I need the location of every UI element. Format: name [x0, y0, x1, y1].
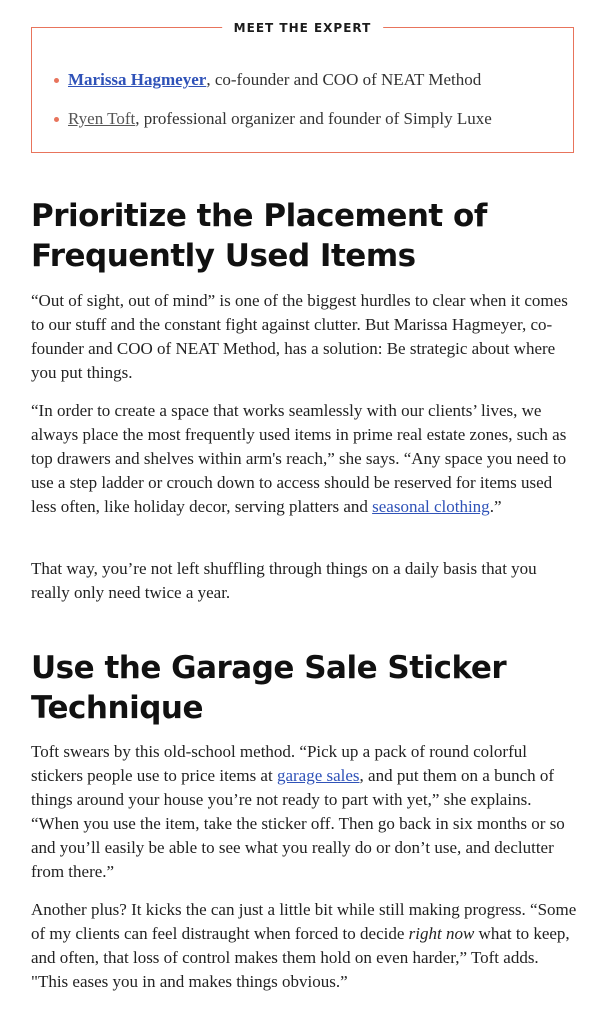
paragraph: That way, you’re not left shuffling through things on a daily basis that you really only need twice a year. — [31, 559, 537, 602]
expert-link-marissa-hagmeyer[interactable]: Marissa Hagmeyer — [68, 70, 207, 89]
paragraph-text: , and put them on a bunch of things around your house you’re not ready to part with yet,” she explains. “When you use the item, take the sticker off. Then go back in six months or so and you’ll easily be able to see what you really do or don’t use, and declutter from there.” — [31, 766, 565, 881]
paragraph: “Out of sight, out of mind” is one of the biggest hurdles to clear when it comes to our stuff and the constant fight against clutter. But Marissa Hagmeyer, co-founder and COO of NEAT Method, has a solution: Be strategic about where you put things. — [31, 291, 568, 382]
section-heading-prioritize — [31, 196, 591, 276]
paragraph — [31, 898, 579, 994]
heading-line: Use the Garage Sale Sticker — [31, 650, 507, 686]
meet-the-expert-box — [31, 21, 574, 153]
paragraph-text: Toft swears by this old-school method. “Pick up a pack of round colorful stickers people use to price items at — [31, 742, 527, 785]
paragraph — [31, 399, 579, 519]
link-seasonal-clothing[interactable]: seasonal clothing — [372, 497, 490, 516]
paragraph — [31, 740, 579, 884]
heading-line: Prioritize the Placement of — [31, 198, 487, 234]
expert-item — [68, 69, 492, 91]
heading-line: Frequently Used Items — [31, 238, 416, 274]
paragraph-text: “In order to create a space that works seamlessly with our clients’ lives, we always place the most frequently used items in prime real estate zones, such as top drawers and shelves within arm's reach,” she says. “Any space you need to use a step ladder or crouch down to access should be reserved for items used less often, like holiday decor, serving platters and — [31, 401, 567, 516]
expert-list — [68, 69, 492, 147]
expert-description: , professional organizer and founder of Simply Luxe — [135, 109, 492, 128]
heading-line: Technique — [31, 690, 203, 726]
paragraph-text: .” — [489, 497, 502, 516]
emphasis-text: right now — [408, 924, 475, 943]
expert-link-ryen-toft[interactable]: Ryen Toft — [68, 109, 136, 128]
link-garage-sales[interactable]: garage sales — [276, 766, 360, 785]
paragraph-text: Another plus? It kicks the can just a little bit while still making progress. “Some of my clients can feel distraught when forced to decide — [31, 900, 577, 943]
bullet-icon — [54, 78, 59, 83]
expert-item — [68, 108, 492, 130]
bullet-icon — [54, 117, 59, 122]
section-heading-garage-sale — [31, 648, 591, 728]
expert-description: , co-founder and COO of NEAT Method — [206, 70, 482, 89]
paragraph-text: what to keep, and often, that loss of control makes them hold on even harder,” Toft adds. "This eases you in and makes things obvious.” — [31, 924, 570, 991]
expert-box-title: MEET THE EXPERT — [222, 18, 384, 38]
